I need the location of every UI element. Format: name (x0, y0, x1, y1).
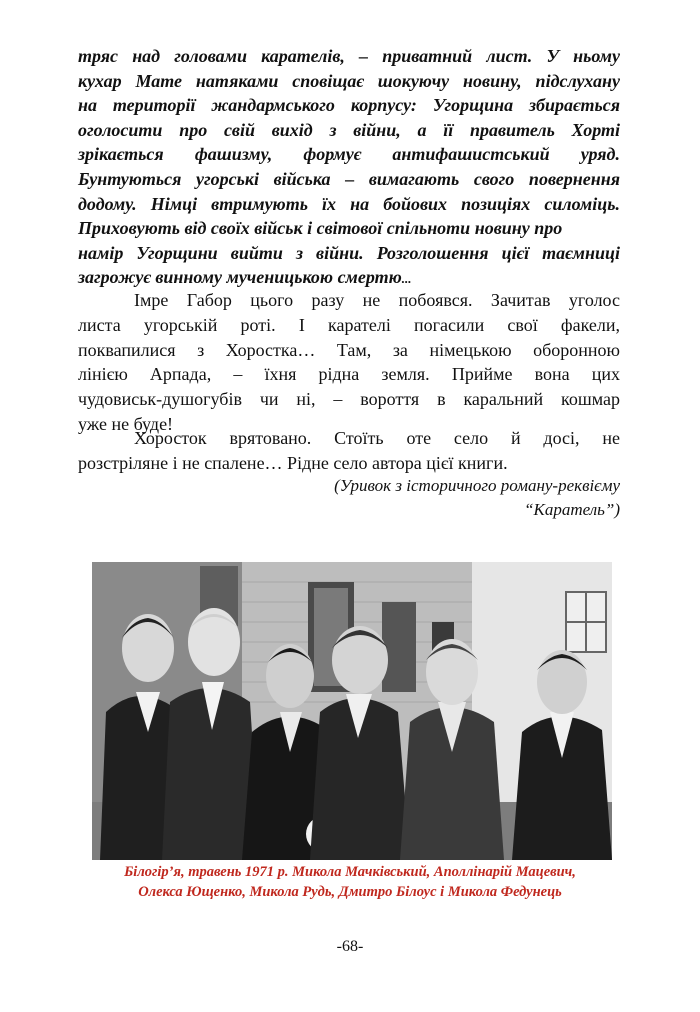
text-line: Приховують від своїх військ і світової спільноти новину про (78, 218, 563, 239)
group-photo-image (92, 562, 612, 860)
text-line: лінією Арпада, – їхня рідна земля. Прийме вона цих (78, 364, 620, 385)
source-note-line: “Каратель”) (524, 500, 620, 519)
page-number: -68- (336, 938, 364, 955)
italic-letter-paragraph (78, 44, 620, 292)
text-line-content: загрожує винному мученицькою смертю (78, 267, 402, 288)
text-line: чудовиськ-душогубів чи ні, – вороття в каральний кошмар (78, 389, 620, 410)
source-note (200, 474, 620, 522)
text-line: намір Угорщини вийти з війни. Розголошення цієї таємниці (78, 242, 620, 263)
text-line: Хоросток врятовано. Стоїть оте село й досі, не (134, 428, 620, 448)
text-line: зрікається фашизму, формує антифашистський уряд. (78, 144, 620, 165)
ellipsis: ... (401, 271, 412, 287)
text-line: Імре Габор цього разу не побоявся. Зачитав уголос (134, 290, 620, 310)
caption-line: Білогір’я, травень 1971 р. Микола Мачківський, Аполлінарій Мацевич, (124, 864, 576, 880)
text-line: листа угорській роті. І карателі погасили свої факели, (78, 314, 620, 335)
photo-caption (40, 862, 660, 902)
text-line: розстріляне і не спалене… Рідне село автора цієї книги. (78, 452, 508, 473)
text-line: оголосити про свій вихід з війни, а її правитель Хорті (78, 119, 620, 140)
text-line: кухар Мате натяками сповіщає шокуючу новину, підслухану (78, 70, 620, 91)
text-line: тряс над головами карателів, – приватний лист. У ньому (78, 46, 620, 66)
body-paragraph-3 (78, 426, 620, 476)
caption-line: Олекса Ющенко, Микола Рудь, Дмитро Білоус і Микола Федунець (138, 884, 562, 900)
text-line: уже не буде! (78, 413, 174, 434)
body-paragraph-2 (78, 288, 620, 437)
group-photo (92, 562, 612, 860)
text-line: на території жандармського корпусу: Угорщина збирається (78, 95, 620, 116)
source-note-line: (Уривок з історичного роману-реквієму (334, 476, 620, 495)
text-line: додому. Німці втримують їх на бойових позиціях силоміць. (78, 193, 620, 214)
text-line: поквапилися з Хоростка… Там, за німецькою оборонною (78, 339, 620, 360)
text-line: Бунтуються угорські війська – вимагають свого повернення (78, 168, 620, 189)
